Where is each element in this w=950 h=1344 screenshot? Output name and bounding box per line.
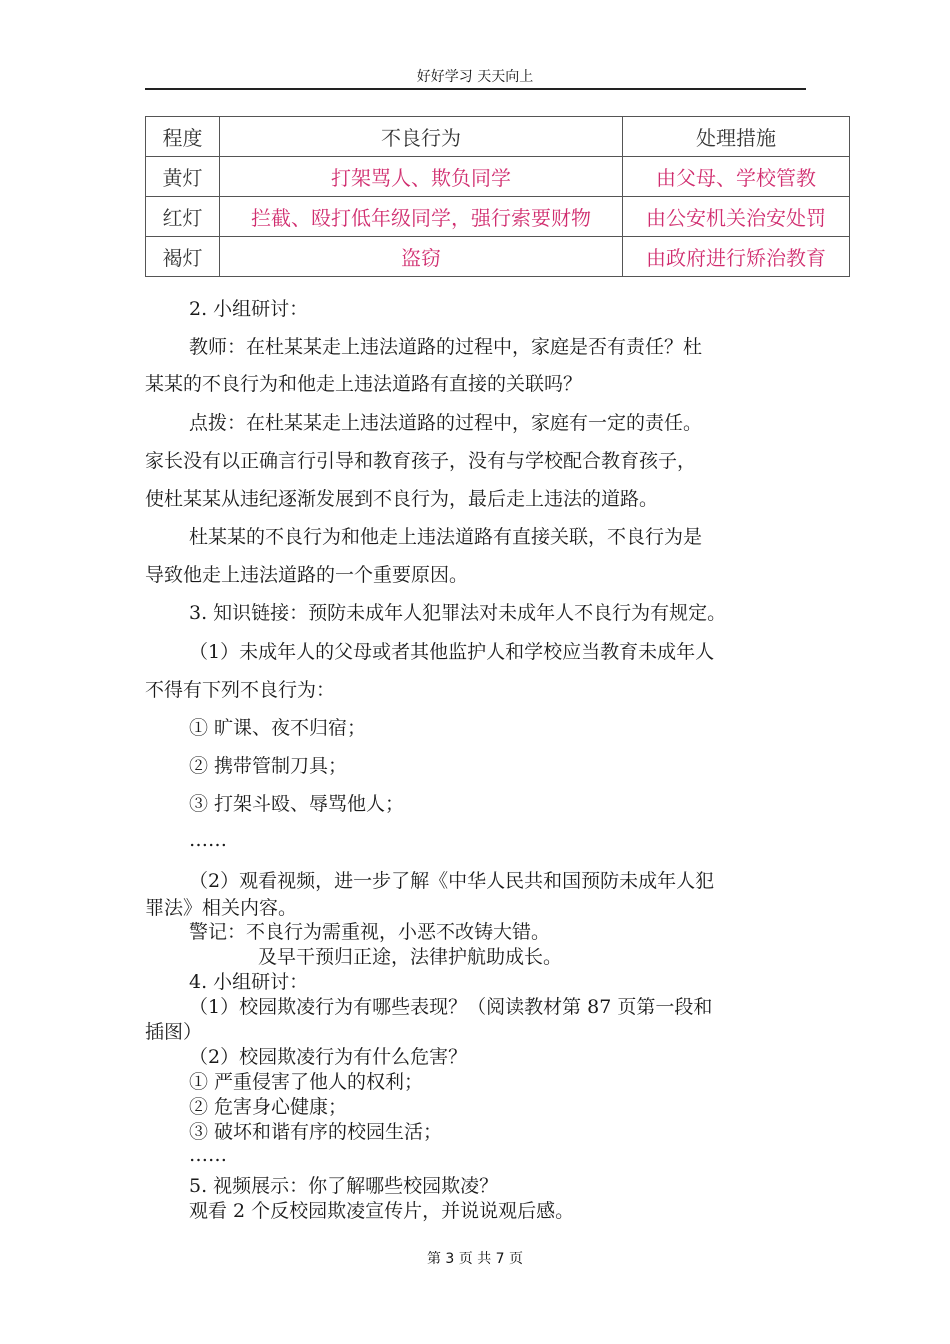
paragraph-line: 不得有下列不良行为： [145,679,336,701]
row-level: 黄灯 [146,157,220,197]
row-measure: 由父母、学校管教 [623,157,850,197]
row-level: 红灯 [146,197,220,237]
paragraph-line: （1）校园欺凌行为有哪些表现？（阅读教材第 87 页第一段和 [189,996,713,1018]
paragraph-line: 点拨：在杜某某走上违法道路的过程中，家庭有一定的责任。 [189,412,703,434]
header-behavior: 不良行为 [220,117,623,157]
table-row [146,197,850,237]
header-measure: 处理措施 [623,117,850,157]
warning-line: 及早干预归正途，法律护航助成长。 [258,946,563,968]
list-item: ③ 破坏和谐有序的校园生活； [189,1121,443,1143]
section-heading: 2. 小组研讨： [189,298,309,320]
header-level: 程度 [146,117,220,157]
paragraph-line: 杜某某的不良行为和他走上违法道路有直接关联，不良行为是 [189,526,703,548]
section-heading: 3. 知识链接：预防未成年人犯罪法对未成年人不良行为有规定。 [189,602,727,624]
row-measure: 由政府进行矫治教育 [623,237,850,277]
row-measure: 由公安机关治安处罚 [623,197,850,237]
list-item: ② 危害身心健康； [189,1096,348,1118]
paragraph-line: 罪法》相关内容。 [145,897,298,919]
ellipsis: …… [189,1144,227,1166]
paragraph-line: 教师：在杜某某走上违法道路的过程中，家庭是否有责任？杜 [189,336,703,358]
page-header: 好好学习 天天向上 [416,69,534,85]
paragraph-line: 导致他走上违法道路的一个重要原因。 [145,564,469,586]
section-heading: 4. 小组研讨： [189,971,309,993]
paragraph-line: （1）未成年人的父母或者其他监护人和学校应当教育未成年人 [189,641,715,663]
row-behavior: 拦截、殴打低年级同学，强行索要财物 [220,197,623,237]
table-row [146,157,850,197]
behavior-table [145,116,850,277]
header-divider [145,88,806,90]
paragraph-line: （2）观看视频，进一步了解《中华人民共和国预防未成年人犯 [189,870,715,892]
row-behavior: 打架骂人、欺负同学 [220,157,623,197]
paragraph-line: 某某的不良行为和他走上违法道路有直接的关联吗？ [145,373,583,395]
table-header-row [146,117,850,157]
ellipsis: …… [189,829,227,851]
page-footer: 第 3 页 共 7 页 [426,1251,524,1267]
list-item: ③ 打架斗殴、辱骂他人； [189,793,405,815]
paragraph-line: 观看 2 个反校园欺凌宣传片，并说说观后感。 [189,1200,575,1222]
table-row [146,237,850,277]
paragraph-line: 家长没有以正确言行引导和教育孩子，没有与学校配合教育孩子， [145,450,697,472]
list-item: ① 旷课、夜不归宿； [189,717,367,739]
row-level: 褐灯 [146,237,220,277]
row-behavior: 盗窃 [220,237,623,277]
paragraph-line: （2）校园欺凌行为有什么危害？ [189,1046,468,1068]
section-heading: 5. 视频展示：你了解哪些校园欺凌？ [189,1175,499,1197]
paragraph-line: 使杜某某从违纪逐渐发展到不良行为，最后走上违法的道路。 [145,488,659,510]
list-item: ① 严重侵害了他人的权利； [189,1071,424,1093]
paragraph-line: 插图） [145,1021,203,1043]
warning-line: 警记：不良行为需重视，小恶不改铸大错。 [189,921,551,943]
list-item: ② 携带管制刀具； [189,755,348,777]
